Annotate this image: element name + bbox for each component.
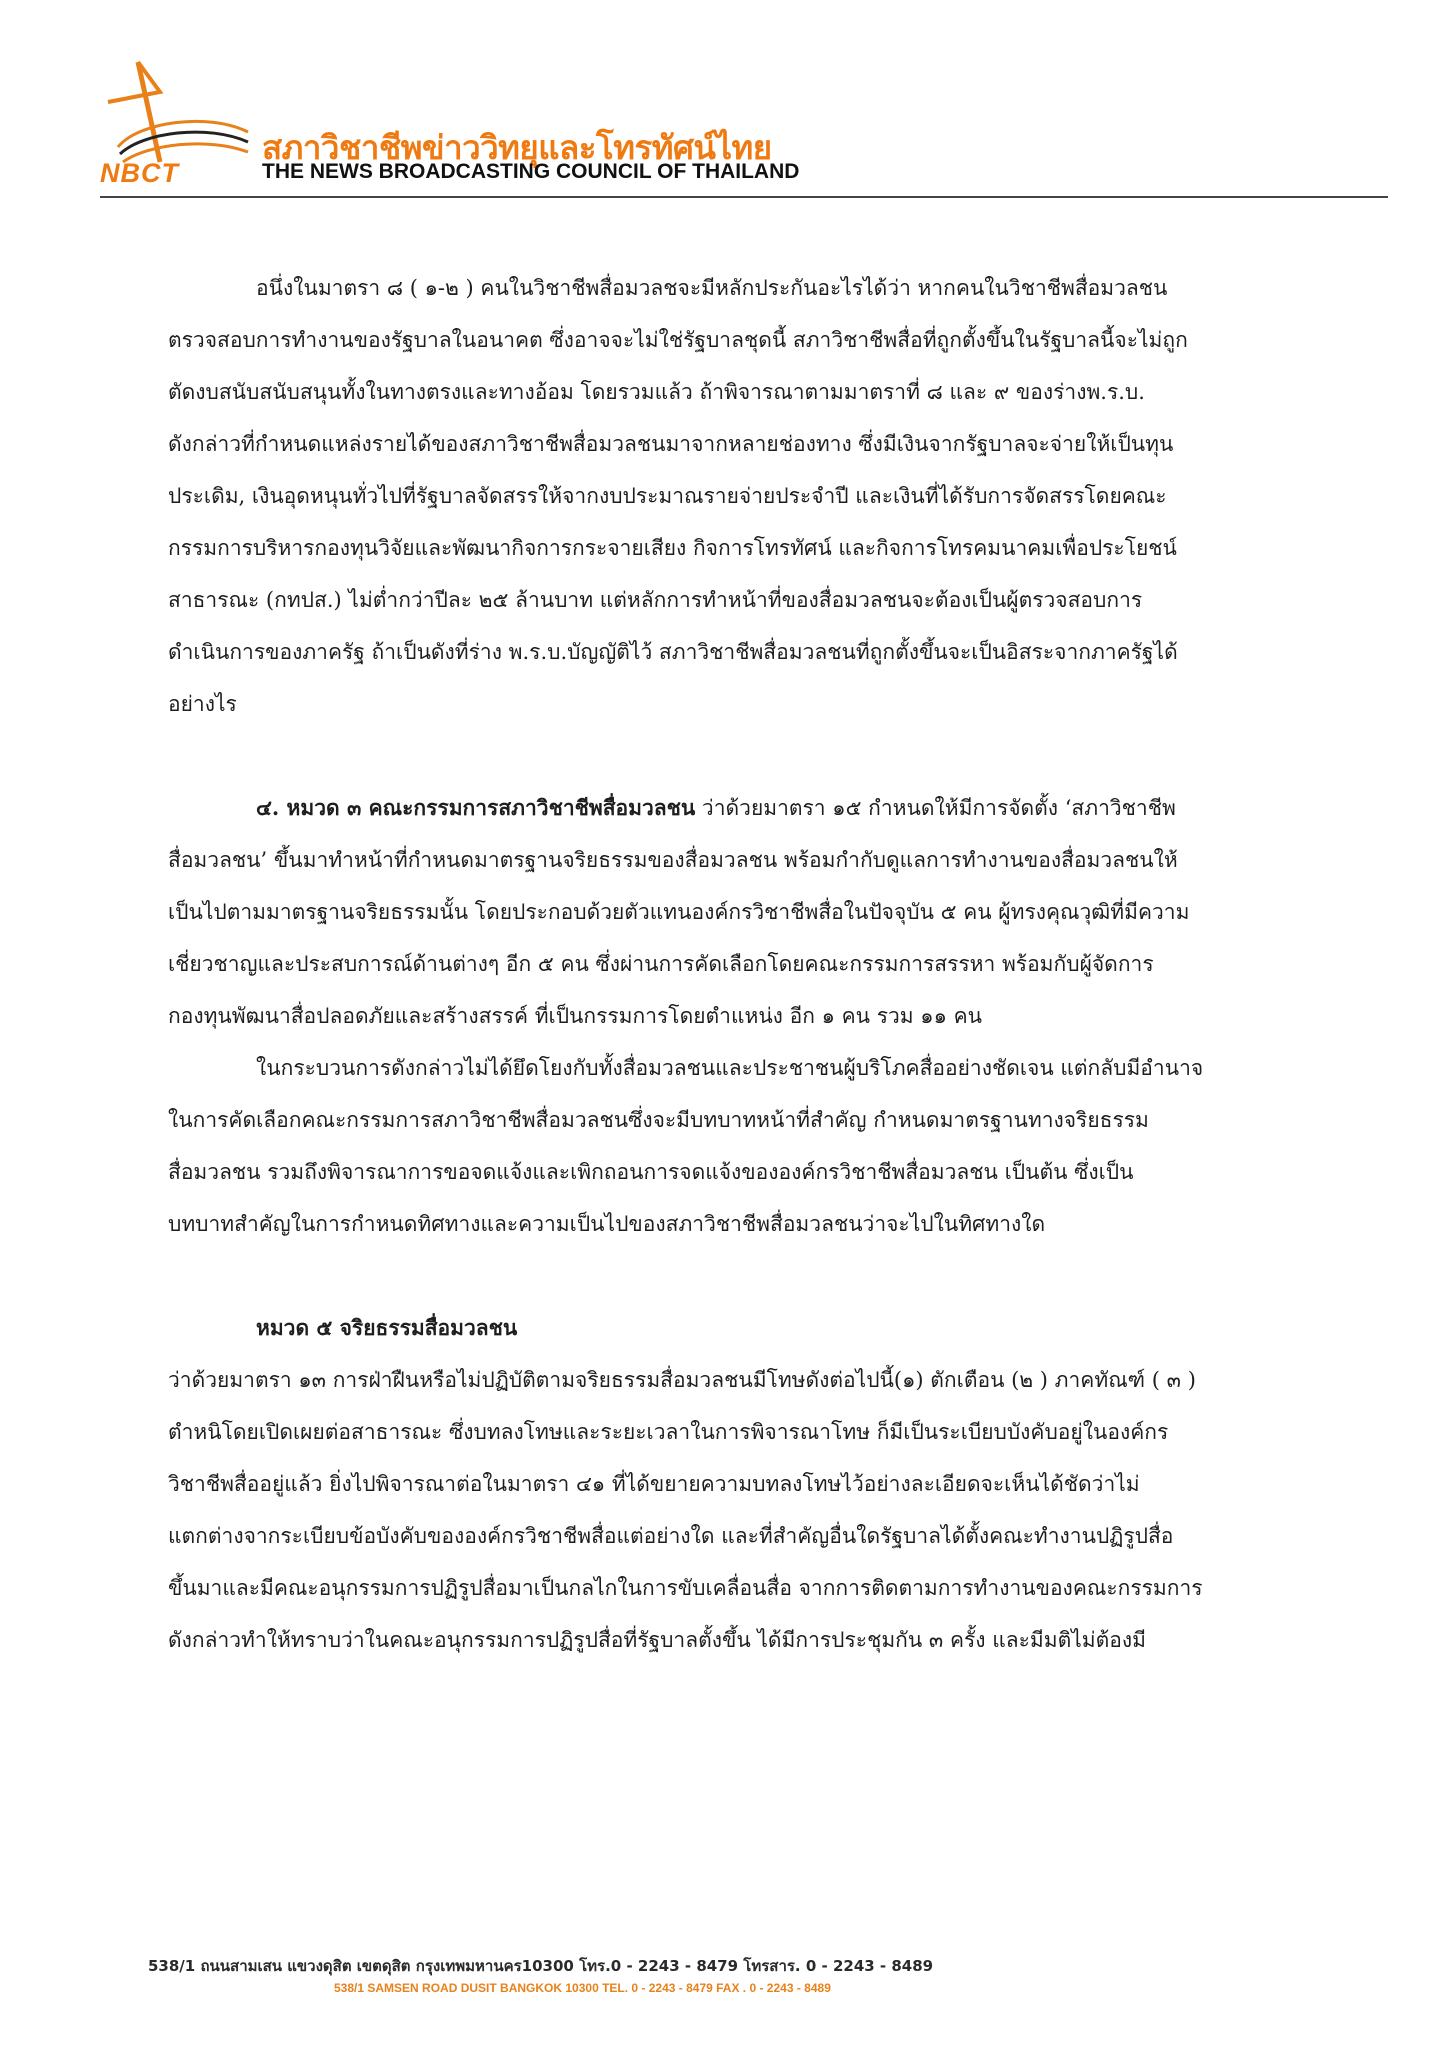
section-heading: หมวด ๕ จริยธรรมสื่อมวลชน: [256, 1315, 518, 1340]
paragraph-line: เชี่ยวชาญและประสบการณ์ด้านต่างๆ อีก ๕ คน ซึ่งผ่านการคัดเลือกโดยคณะกรรมการสรรหา พร้อมกับผู้จัดการ: [168, 952, 1154, 976]
paragraph-line: เป็นไปตามมาตรฐานจริยธรรมนั้น โดยประกอบด้วยตัวแทนองค์กรวิชาชีพสื่อในปัจจุบัน ๕ คน ผู้ทรงคุณวุฒิที่มีความ: [168, 900, 1190, 924]
paragraph-line: ในการคัดเลือกคณะกรรมการสภาวิชาชีพสื่อมวลชนซึ่งจะมีบทบาทหน้าที่สำคัญ กำหนดมาตรฐานทางจริยธรรม: [168, 1108, 1149, 1132]
paragraph-line: แตกต่างจากระเบียบข้อบังคับขององค์กรวิชาชีพสื่อแต่อย่างใด และที่สำคัญอื่นใดรัฐบาลได้ตั้งคณะทำงานปฏิรูปสื่อ: [168, 1524, 1174, 1548]
section-heading-line: [168, 782, 1336, 834]
address-thai: 538/1 ถนนสามเสน แขวงดุสิต เขตดุสิต กรุงเทพมหานคร10300 โทร.0 - 2243 - 8479 โทรสาร. 0 - 2243 - 8489: [148, 1957, 934, 1975]
document-body: [168, 262, 1336, 1666]
paragraph-line: กรรมการบริหารกองทุนวิจัยและพัฒนากิจการกระจายเสียง กิจการโทรทัศน์ และกิจการโทรคมนาคมเพื่อประโยชน์: [168, 536, 1177, 560]
paragraph-line: อย่างไร: [168, 692, 237, 716]
paragraph-line: บทบาทสำคัญในการกำหนดทิศทางและความเป็นไปของสภาวิชาชีพสื่อมวลชนว่าจะไปในทิศทางใด: [168, 1212, 1046, 1236]
paragraph-line: สื่อมวลชน รวมถึงพิจารณาการขอจดแจ้งและเพิกถอนการจดแจ้งขององค์กรวิชาชีพสื่อมวลชน เป็นต้น ซึ่งเป็น: [168, 1160, 1134, 1184]
org-name-english: THE NEWS BROADCASTING COUNCIL OF THAILAND: [262, 160, 800, 183]
paragraph-line: กองทุนพัฒนาสื่อปลอดภัยและสร้างสรรค์ ที่เป็นกรรมการโดยตำแหน่ง อีก ๑ คน รวม ๑๑ คน: [168, 1004, 983, 1028]
paragraph-line: ว่าด้วยมาตรา ๑๓ การฝ่าฝืนหรือไม่ปฏิบัติตามจริยธรรมสื่อมวลชนมีโทษดังต่อไปนี้(๑) ตักเตือน (๒ ) ภาคทัณฑ์ ( ๓ ): [168, 1368, 1196, 1392]
paragraph-line: ประเดิม, เงินอุดหนุนทั่วไปที่รัฐบาลจัดสรรให้จากงบประมาณรายจ่ายประจำปี และเงินที่ได้รับการจัดสรรโดยคณะ: [168, 484, 1167, 508]
org-name-thai: สภาวิชาชีพข่าววิทยุและโทรทัศน์ไทย: [262, 128, 772, 167]
paragraph-line: ตรวจสอบการทำงานของรัฐบาลในอนาคต ซึ่งอาจจะไม่ใช่รัฐบาลชุดนี้ สภาวิชาชีพสื่อที่ถูกตั้งขึ้นในรัฐบาลนี้จะไม่ถูก: [168, 328, 1188, 352]
paragraph-line: วิชาชีพสื่ออยู่แล้ว ยิ่งไปพิจารณาต่อในมาตรา ๔๑ ที่ได้ขยายความบทลงโทษไว้อย่างละเอียดจะเห็นได้ชัดว่าไม่: [168, 1472, 1140, 1496]
letterhead: [0, 0, 1448, 200]
address-english: 538/1 SAMSEN ROAD DUSIT BANGKOK 10300 TEL. 0 - 2243 - 8479 FAX . 0 - 2243 - 8489: [334, 1981, 831, 1995]
paragraph-line: ดังกล่าวทำให้ทราบว่าในคณะอนุกรรมการปฏิรูปสื่อที่รัฐบาลตั้งขึ้น ได้มีการประชุมกัน ๓ ครั้ง และมีมติไม่ต้องมี: [168, 1628, 1146, 1652]
paragraph-line: ดำเนินการของภาครัฐ ถ้าเป็นดังที่ร่าง พ.ร.บ.บัญญัติไว้ สภาวิชาชีพสื่อมวลชนที่ถูกตั้งขึ้นจะเป็นอิสระจากภาครัฐได้: [168, 640, 1178, 664]
paragraph-line: ดังกล่าวที่กำหนดแหล่งรายได้ของสภาวิชาชีพสื่อมวลชนมาจากหลายช่องทาง ซึ่งมีเงินจากรัฐบาลจะจ่ายให้เป็นทุน: [168, 432, 1174, 456]
paragraph-line: ขึ้นมาและมีคณะอนุกรรมการปฏิรูปสื่อมาเป็นกลไกในการขับเคลื่อนสื่อ จากการติดตามการทำงานของคณะกรรมการ: [168, 1576, 1203, 1600]
paragraph-line: สาธารณะ (กทปส.) ไม่ต่ำกว่าปีละ ๒๕ ล้านบาท แต่หลักการทำหน้าที่ของสื่อมวลชนจะต้องเป็นผู้ตรวจสอบการ: [168, 588, 1143, 612]
org-acronym: NBCT: [100, 158, 179, 188]
paragraph-line: อนึ่งในมาตรา ๘ ( ๑-๒ ) คนในวิชาชีพสื่อมวลชจะมีหลักประกันอะไรได้ว่า หากคนในวิชาชีพสื่อมวลชน: [256, 276, 1168, 300]
paragraph-line: ตัดงบสนับสนับสนุนทั้งในทางตรงและทางอ้อม โดยรวมแล้ว ถ้าพิจารณาตามมาตราที่ ๘ และ ๙ ของร่างพ.ร.บ.: [168, 380, 1145, 404]
paragraph-gap: [168, 1250, 1336, 1302]
paragraph-gap: [168, 730, 1336, 782]
paragraph-line: สื่อมวลชน’ ขึ้นมาทำหน้าที่กำหนดมาตรฐานจริยธรรมของสื่อมวลชน พร้อมกำกับดูแลการทำงานของสื่อมวลชนให้: [168, 848, 1178, 872]
paragraph-line: ตำหนิโดยเปิดเผยต่อสาธารณะ ซึ่งบทลงโทษและระยะเวลาในการพิจารณาโทษ ก็มีเป็นระเบียบบังคับอยู่ในองค์กร: [168, 1420, 1169, 1444]
paragraph-line: ในกระบวนการดังกล่าวไม่ได้ยึดโยงกับทั้งสื่อมวลชนและประชาชนผู้บริโภคสื่ออย่างชัดเจน แต่กลับมีอำนาจ: [256, 1056, 1204, 1080]
paragraph-text: ว่าด้วยมาตรา ๑๕ กำหนดให้มีการจัดตั้ง ‘สภาวิชาชีพ: [695, 796, 1176, 820]
section-heading: ๔. หมวด ๓ คณะกรรมการสภาวิชาชีพสื่อมวลชน: [256, 795, 696, 820]
header-divider: [100, 196, 1388, 198]
